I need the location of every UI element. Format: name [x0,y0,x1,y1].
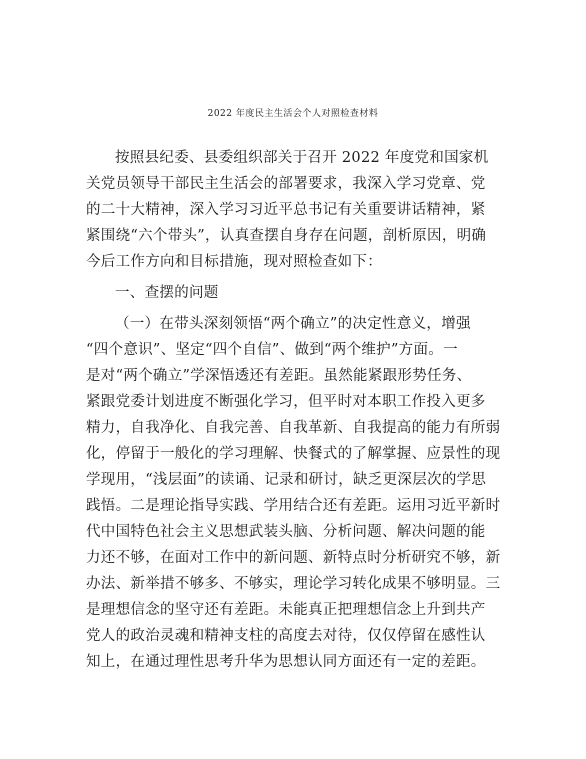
body-line: 紧跟党委计划进度不断强化学习，但平时对本职工作投入更多 [86,394,486,410]
body-line: 党人的政治灵魂和精神支柱的高度去对待，仅仅停留在感性认 [86,628,486,644]
body-line: 代中国特色社会主义思想武装头脑、分析问题、解决问题的能 [86,524,486,540]
document-title: 2022 年度民主生活会个人对照检查材料 [207,109,379,119]
body-line: 办法、新举措不够多、不够实，理论学习转化成果不够明显。三 [86,576,501,592]
body-line: 力还不够，在面对工作中的新问题、新特点时分析研究不够，新 [86,550,501,566]
intro-line: 的二十大精神，深入学习习近平总书记有关重要讲话精神，紧 [86,202,486,218]
body-line: （一）在带头深刻领悟“两个确立”的决定性意义，增强 [115,316,471,332]
body-line: 是理想信念的坚守还有差距。未能真正把理想信念上升到共产 [86,602,486,618]
body-line: 是对“两个确立”学深悟透还有差距。虽然能紧跟形势任务、 [86,368,472,384]
body-line: 精力，自我净化、自我完善、自我革新、自我提高的能力有所弱 [86,420,501,436]
body-line: 化，停留于一般化的学习理解、快餐式的了解掌握、应景性的现 [86,446,501,462]
intro-line: 按照县纪委、县委组织部关于召开 2022 年度党和国家机 [115,150,489,166]
body-line: 践悟。二是理论指导实践、学用结合还有差距。运用习近平新时 [86,498,501,514]
body-line: 知上，在通过理性思考升华为思想认同方面还有一定的差距。 [86,654,486,670]
intro-line: 今后工作方向和目标措施，现对照检查如下： [86,254,382,270]
intro-line: 关党员领导干部民主生活会的部署要求，我深入学习党章、党 [86,176,486,192]
intro-line: 紧围绕“六个带头”，认真查摆自身存在问题，剖析原因，明确 [86,228,487,244]
body-line: “四个意识”、坚定“四个自信”、做到“两个维护”方面。一 [86,342,458,358]
section-heading: 一、查摆的问题 [115,285,219,301]
body-line: 学现用，“浅层面”的读诵、记录和研讨，缺乏更深层次的学思 [86,472,487,488]
